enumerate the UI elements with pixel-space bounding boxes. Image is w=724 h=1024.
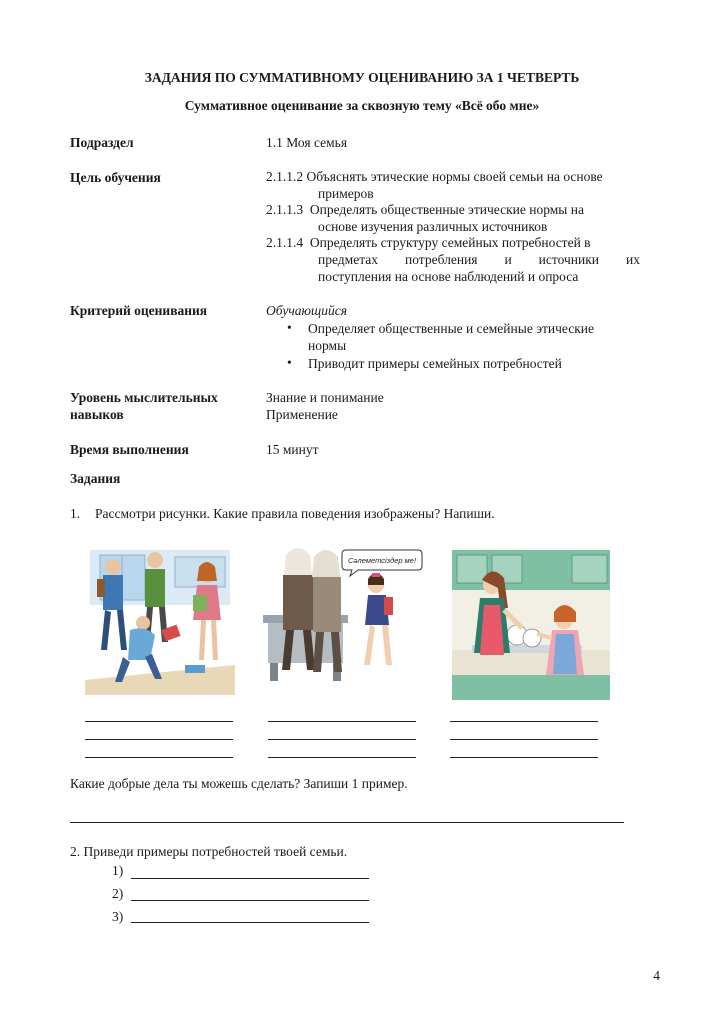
goal-item [266,169,641,186]
bullet-icon: • [287,355,292,370]
page-number: 4 [653,968,660,983]
answer-line[interactable] [131,900,369,901]
answer-number: 3) [112,909,124,924]
answer-line[interactable] [131,878,369,879]
goal-item [266,235,641,252]
goal-text-cont: предметах потребления и источники их [318,252,640,267]
subsection-label: Подраздел [70,135,134,150]
goal-text: Определять общественные этические нормы на [309,202,584,217]
answer-line[interactable] [70,822,624,823]
goal-text-cont: примеров [318,186,374,201]
goal-label: Цель обучения [70,170,161,185]
goal-text: Объяснять этические нормы своей семьи на основе [306,169,603,184]
bullet-icon: • [287,320,292,335]
subsection-value: 1.1 Моя семья [266,135,348,150]
good-deeds-question: Какие добрые дела ты можешь сделать? Запиши 1 пример. [70,776,408,791]
answer-line[interactable] [268,739,416,740]
goal-number: 2.1.1.2 [266,169,304,184]
criteria-intro: Обучающийся [266,303,348,318]
task1-text: Рассмотри рисунки. Какие правила поведения изображены? Напиши. [95,506,495,521]
answer-line[interactable] [450,757,598,758]
criteria-item-cont: нормы [308,338,347,353]
greeting-elders-picture [258,545,423,685]
criteria-item: Определяет общественные и семейные этические [308,321,594,336]
criteria-item: Приводит примеры семейных потребностей [308,356,562,371]
goal-text-cont: поступления на основе наблюдений и опроса [318,269,579,284]
task1-number: 1. [70,506,81,521]
goal-item [266,202,641,219]
answer-number: 1) [112,863,124,878]
time-value: 15 минут [266,442,319,457]
goal-number: 2.1.1.3 [266,202,304,217]
tasks-heading: Задания [70,471,121,486]
speech-bubble-text: Сәлеметсіздер ме! [347,556,417,565]
answer-line[interactable] [450,721,598,722]
time-label: Время выполнения [70,442,189,457]
skills-label: Уровень мыслительных [70,390,218,405]
goal-number: 2.1.1.4 [266,235,304,250]
answer-line[interactable] [268,757,416,758]
skills-value: Применение [266,407,338,422]
children-hallway-picture [85,545,235,695]
goal-text: Определять структуру семейных потребностей в [309,235,591,250]
answer-number: 2) [112,886,124,901]
answer-line[interactable] [131,922,369,923]
answer-line[interactable] [450,739,598,740]
skills-value: Знание и понимание [266,390,384,405]
kitchen-dishes-picture [452,550,610,700]
goal-text-cont: основе изучения различных источников [318,219,548,234]
skills-label-cont: навыков [70,407,124,422]
criteria-label: Критерий оценивания [70,303,208,318]
answer-line[interactable] [268,721,416,722]
page-subtitle: Суммативное оценивание за сквозную тему «Всё обо мне» [184,98,540,113]
answer-line[interactable] [85,739,233,740]
page-title: ЗАДАНИЯ ПО СУММАТИВНОМУ ОЦЕНИВАНИЮ ЗА 1 ЧЕТВЕРТЬ [144,70,580,85]
answer-line[interactable] [85,757,233,758]
task2-text: 2. Приведи примеры потребностей твоей семьи. [70,844,348,859]
answer-line[interactable] [85,721,233,722]
